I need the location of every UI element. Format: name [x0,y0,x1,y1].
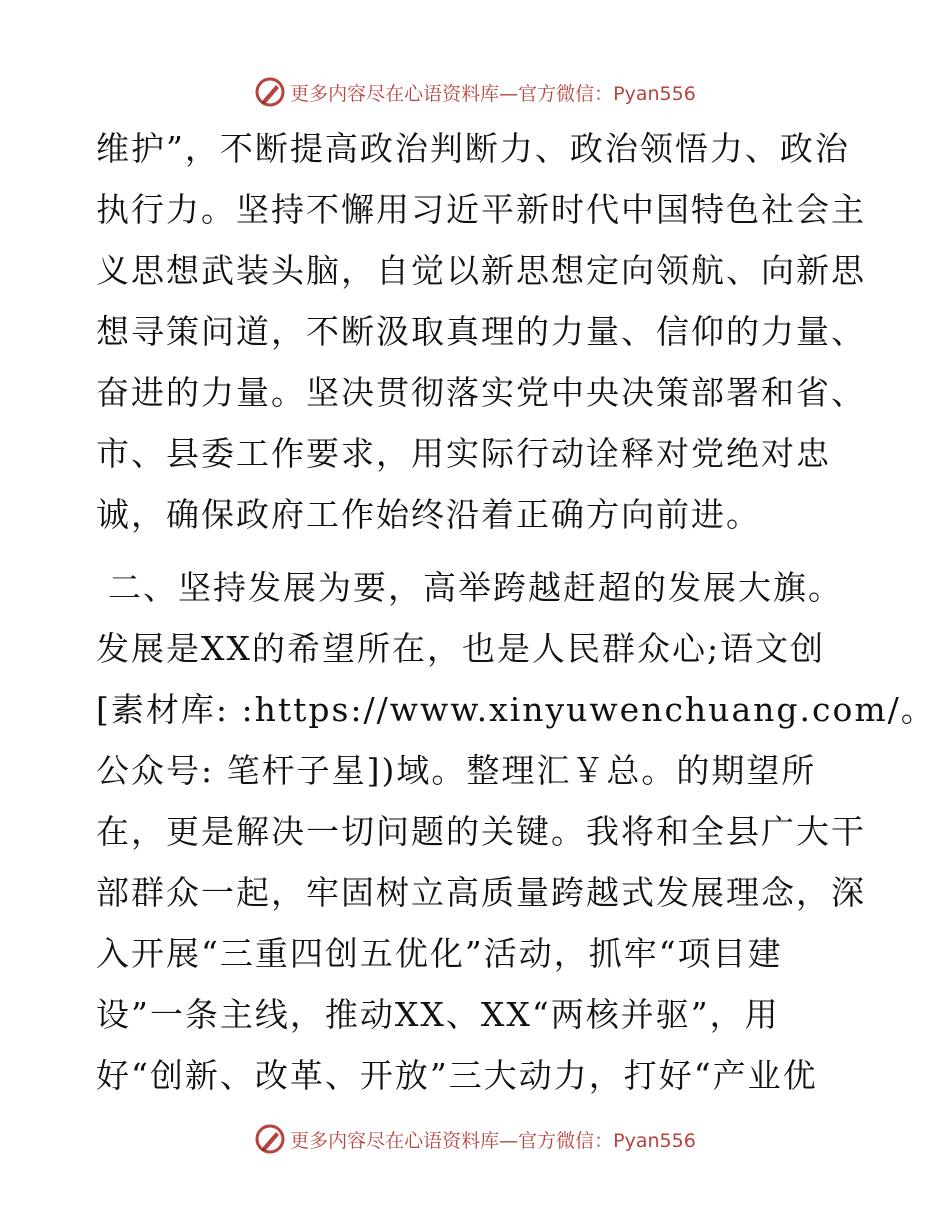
text-line: 发展是XX的希望所在，也是人民群众心;语文创 [96,629,826,668]
section-heading: 二、坚持发展为要，高举跨越赶超的发展大旗。 [108,568,843,607]
text-line: 奋进的力量。坚决贯彻落实党中央决策部署和省、 [96,373,866,412]
text-line: 维护”，不断提高政治判断力、政治领悟力、政治 [96,129,850,168]
footer-banner-text: 更多内容尽在心语资料库—官方微信：Pyan556 [290,1129,696,1152]
text-line: 设”一条主线，推动XX、XX“两核并驱”，用 [96,995,780,1034]
document-body [96,118,936,1106]
text-line: 入开展“三重四创五优化”活动，抓牢“项目建 [96,934,783,973]
text-line: 义思想武装头脑，自觉以新思想定向领航、向新思 [96,251,866,290]
text-line: 诚，确保政府工作始终沿着正确方向前进。 [96,495,761,534]
text-line: 市、县委工作要求，用实际行动诠释对党绝对忠 [96,434,831,473]
text-line: 想寻策问道，不断汲取真理的力量、信仰的力量、 [96,312,866,351]
footer-banner [0,1119,950,1159]
pen-logo-icon [254,1123,286,1155]
text-line: [素材库: :https://www.xinyuwenchuang.com/。 [96,690,936,729]
header-banner [0,72,950,112]
text-line: 执行力。坚持不懈用习近平新时代中国特色社会主 [96,190,866,229]
text-line: 公众号: 笔杆子星])域。整理汇￥总。的期望所 [96,751,817,790]
header-banner-text: 更多内容尽在心语资料库—官方微信：Pyan556 [290,82,696,105]
text-line: 在，更是解决一切问题的关键。我将和全县广大干 [96,812,866,851]
text-line: 好“创新、改革、开放”三大动力，打好“产业优 [96,1056,818,1095]
text-line: 部群众一起，牢固树立高质量跨越式发展理念，深 [96,873,866,912]
pen-logo-icon [254,76,286,108]
